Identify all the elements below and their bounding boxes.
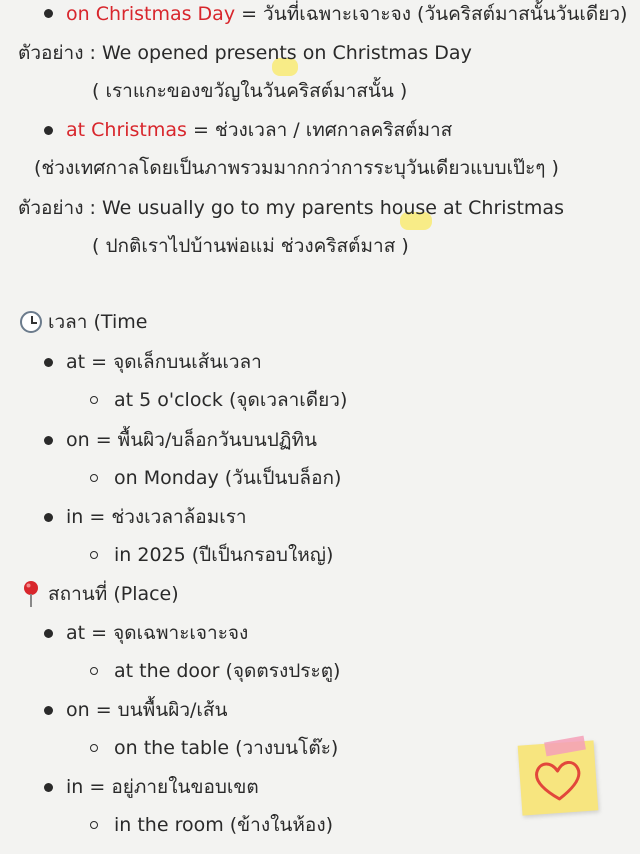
time-in-example: in 2025 (ปีเป็นกรอบใหญ่)	[114, 544, 334, 566]
bullet	[44, 513, 53, 522]
term-on-christmas-day: on Christmas Day	[66, 3, 236, 25]
time-on-example: on Monday (วันเป็นบล็อก)	[114, 467, 342, 489]
place-in-example: in the room (ข้างในห้อง)	[114, 814, 334, 836]
place-on: on = บนพื้นผิว/เส้น	[66, 699, 228, 721]
bullet	[44, 706, 53, 715]
place-in: in = อยู่ภายในขอบเขต	[66, 776, 259, 798]
place-at: at = จุดเฉพาะเจาะจง	[66, 622, 249, 644]
sub-bullet	[90, 667, 98, 675]
definition-text: = ช่วงเวลา / เทศกาลคริสต์มาส	[186, 119, 453, 141]
clock-icon	[20, 311, 42, 333]
time-on: on = พื้นผิว/บล็อกวันบนปฏิทิน	[66, 429, 318, 451]
place-on-example: on the table (วางบนโต๊ะ)	[114, 737, 339, 759]
sub-bullet	[90, 551, 98, 559]
translation-1: ( เราแกะของขวัญในวันคริสต์มาสนั้น )	[92, 80, 408, 102]
example-2: ตัวอย่าง : We usually go to my parents house at Christmas	[18, 197, 564, 219]
sub-bullet	[90, 474, 98, 482]
time-at: at = จุดเล็กบนเส้นเวลา	[66, 351, 262, 373]
bullet	[44, 436, 53, 445]
pushpin-icon	[20, 580, 42, 608]
example-1: ตัวอย่าง : We opened presents on Christmas Day	[18, 42, 472, 64]
time-at-example: at 5 o'clock (จุดเวลาเดียว)	[114, 389, 348, 411]
sub-bullet	[90, 821, 98, 829]
bullet	[44, 9, 53, 18]
time-header: เวลา (Time	[48, 311, 148, 333]
term-at-christmas: at Christmas	[66, 119, 187, 141]
translation-2: ( ปกติเราไปบ้านพ่อแม่ ช่วงคริสต์มาส )	[92, 235, 409, 257]
sub-bullet	[90, 744, 98, 752]
time-in: in = ช่วงเวลาล้อมเรา	[66, 506, 247, 528]
definition-christmas-day	[66, 1, 627, 27]
bullet	[44, 783, 53, 792]
explanation: (ช่วงเทศกาลโดยเป็นภาพรวมมากกว่าการระบุวันเดียวแบบเป๊ะๆ )	[34, 157, 559, 179]
place-at-example: at the door (จุดตรงประตู)	[114, 660, 341, 682]
bullet	[44, 126, 53, 135]
place-header: สถานที่ (Place)	[48, 583, 179, 605]
bullet	[44, 629, 53, 638]
definition-christmas	[66, 117, 452, 143]
definition-text: = วันที่เฉพาะเจาะจง (วันคริสต์มาสนั้นวันเดียว)	[235, 3, 628, 25]
bullet	[44, 358, 53, 367]
sub-bullet	[90, 396, 98, 404]
